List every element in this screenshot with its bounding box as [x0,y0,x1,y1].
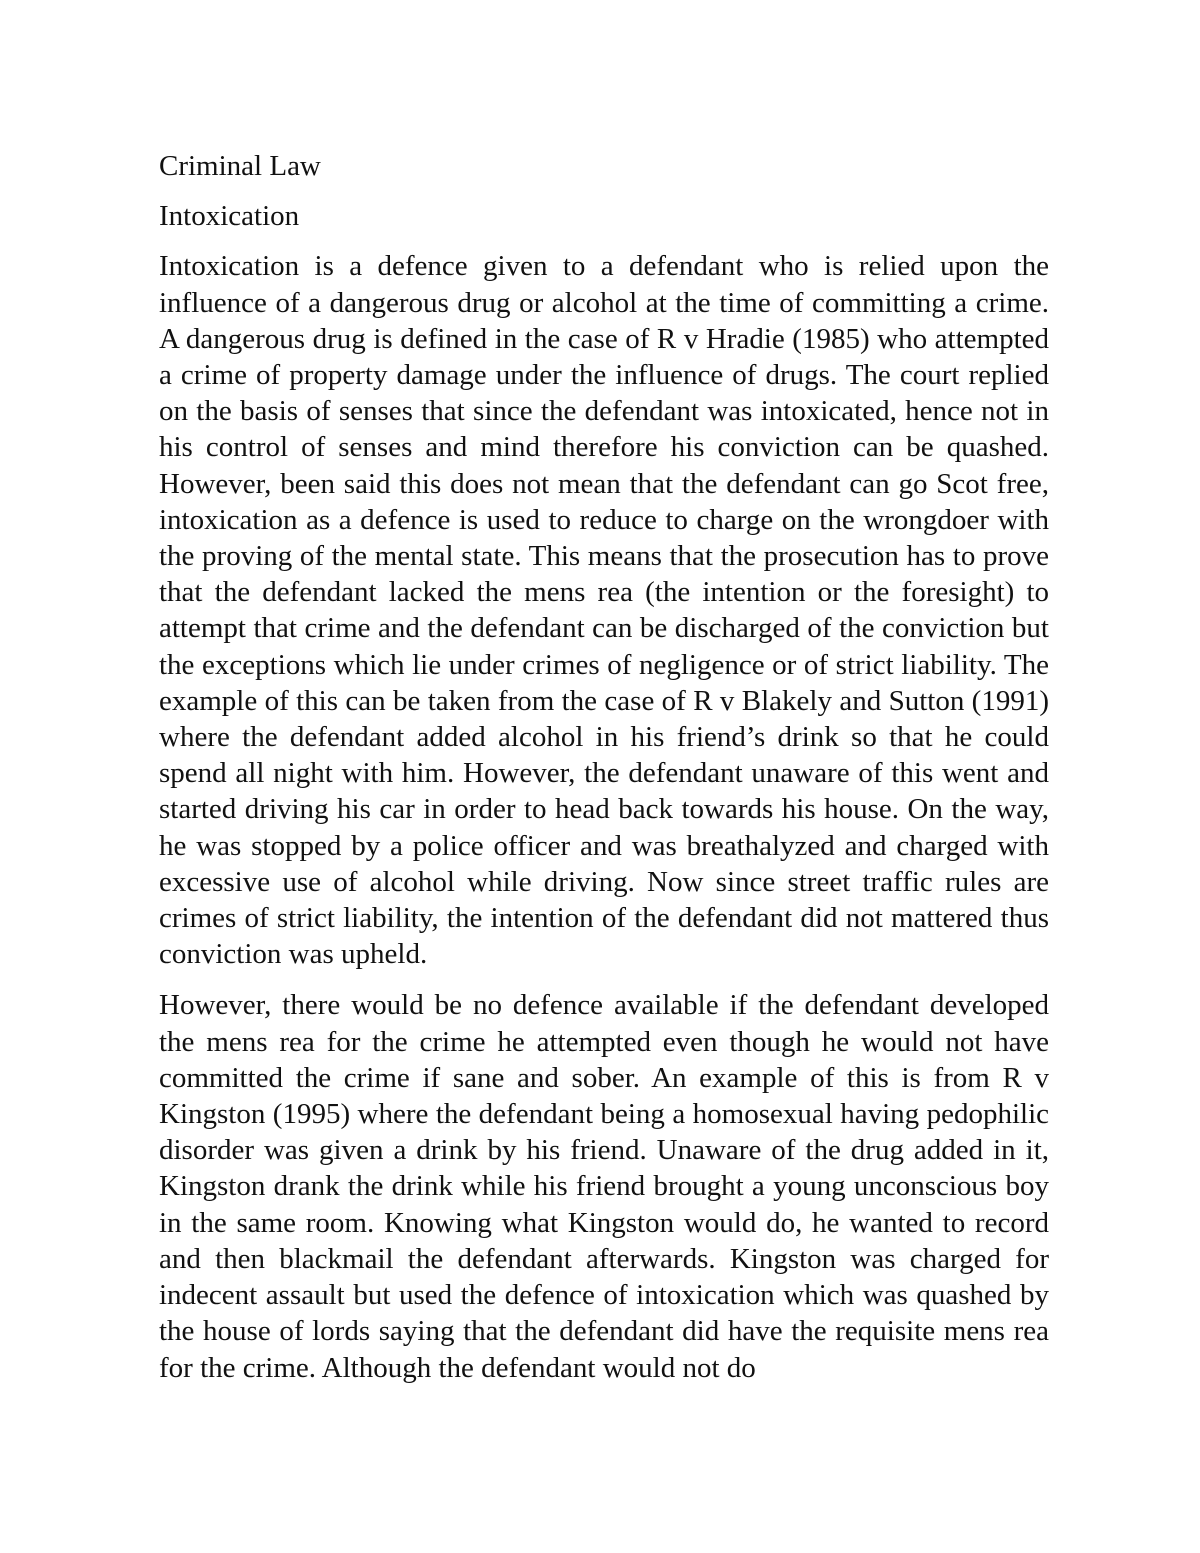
paragraph-no-defence-available: However, there would be no defence available if the defendant developed the mens rea for the crime he attempted even though he would not have committed the crime if sane and sober. An example of this is from R v Kingston (1995) where the defendant being a homosexual having pedophilic disorder was given a drink by his friend. Unaware of the drug added in it, Kingston drank the drink while his friend brought a young unconscious boy in the same room. Knowing what Kingston would do, he wanted to record and then blackmail the defendant afterwards. Kingston was charged for indecent assault but used the defence of intoxication which was quashed by the house of lords saying that the defendant did have the requisite mens rea for the crime. Although the defendant would not do [159,989,1049,1384]
document-subject: Criminal Law [159,150,321,182]
paragraph-intoxication-defence: Intoxication is a defence given to a defendant who is relied upon the influence of a dangerous drug or alcohol at the time of committing a crime. A dangerous drug is defined in the case of R v Hradie (1985) who attempted a crime of property damage under the influence of drugs. The court replied on the basis of senses that since the defendant was intoxicated, hence not in his control of senses and mind therefore his conviction can be quashed. However, been said this does not mean that the defendant can go Scot free, intoxication as a defence is used to reduce to charge on the wrongdoer with the proving of the mental state. This means that the prosecution has to prove that the defendant lacked the mens rea (the intention or the foresight) to attempt that crime and the defendant can be discharged of the conviction but the exceptions which lie under crimes of negligence or of strict liability. The example of this can be taken from the case of R v Blakely and Sutton (1991) where the defendant added alcohol in his friend’s drink so that he could spend all night with him. However, the defendant unaware of this went and started driving his car in order to head back towards his house. On the way, he was stopped by a police officer and was breathalyzed and charged with excessive use of alcohol while driving. Now since street traffic rules are crimes of strict liability, the intention of the defendant did not mattered thus conviction was upheld. [159,250,1049,971]
document-body [159,148,1049,1386]
document-topic-heading: Intoxication [159,200,300,233]
